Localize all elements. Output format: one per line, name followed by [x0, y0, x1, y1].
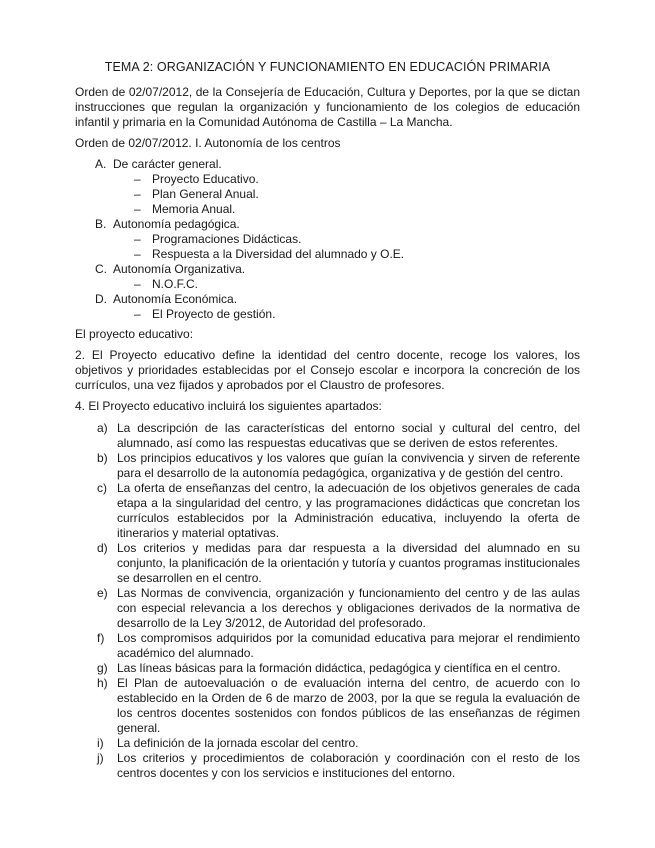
outline-item: C. Autonomía Organizativa.	[95, 262, 246, 276]
list-item: f) Los compromisos adquiridos por la comunidad educativa para mejorar el rendimiento académico del alumnado.	[97, 631, 580, 660]
list-item: b) Los principios educativos y los valores que guían la convivencia y sirven de referente para el desarrollo de la autonomía pedagógica, organizativa y de gestión del centro.	[97, 451, 580, 480]
outline-subitem: – Memoria Anual.	[134, 202, 236, 216]
list-item: c) La oferta de enseñanzas del centro, la adecuación de los objetivos generales de cada etapa a la singularidad del centro, y las programaciones didácticas que concretan los currículos establecidos por la Administración educativa, incluyendo la oferta de itinerarios y material optativas.	[97, 481, 580, 540]
outline-subitem: – Plan General Anual.	[134, 187, 259, 201]
outline-subitem: – Respuesta a la Diversidad del alumnado y O.E.	[134, 247, 405, 261]
list-item: a) La descripción de las características del entorno social y cultural del centro, del alumnado, así como las respuestas educativas que se deriven de estos referentes.	[97, 421, 580, 450]
autonomia-outline	[75, 157, 580, 322]
outline-subitem: – Programaciones Didácticas.	[134, 232, 302, 246]
list-item: i) La definición de la jornada escolar del centro.	[97, 736, 359, 750]
outline-item: A. De carácter general.	[95, 157, 222, 171]
list-item: g) Las líneas básicas para la formación didáctica, pedagógica y científica en el centro.	[97, 661, 561, 675]
outline-subitem: – El Proyecto de gestión.	[134, 307, 276, 321]
paragraph-2: 2. El Proyecto educativo define la identidad del centro docente, recoge los valores, los objetivos y prioridades establecidas por el Consejo escolar e incorpora la concreción de los currículos, una vez fijados y aprobados por el Claustro de profesores.	[75, 348, 580, 392]
outline-item: B. Autonomía pedagógica.	[95, 217, 240, 231]
outline-item: D. Autonomía Económica.	[95, 292, 238, 306]
document-page	[75, 60, 580, 781]
list-item: h) El Plan de autoevaluación o de evaluación interna del centro, de acuerdo con lo establecido en la Orden de 6 de marzo de 2003, por la que se regula la evaluación de los centros docentes sostenidos con fondos públicos de las enseñanzas de régimen general.	[97, 676, 580, 735]
outline-subitem: – N.O.F.C.	[134, 277, 199, 291]
apartados-list	[75, 421, 580, 781]
orden-heading: Orden de 02/07/2012. I. Autonomía de los centros	[75, 136, 341, 150]
list-item: e) Las Normas de convivencia, organización y funcionamiento del centro y de las aulas con especial relevancia a los derechos y obligaciones derivados de la normativa de desarrollo de la Ley 3/2012, de Autoridad del profesorado.	[97, 586, 580, 630]
proyecto-heading: El proyecto educativo:	[75, 327, 194, 341]
paragraph-4: 4. El Proyecto educativo incluirá los siguientes apartados:	[75, 399, 382, 413]
list-item: d) Los criterios y medidas para dar respuesta a la diversidad del alumnado en su conjunto, la planificación de la orientación y tutoría y cuantos programas institucionales se desarrollen en el centro.	[97, 541, 580, 585]
document-title: TEMA 2: ORGANIZACIÓN Y FUNCIONAMIENTO EN EDUCACIÓN PRIMARIA	[104, 60, 551, 74]
outline-subitem: – Proyecto Educativo.	[134, 172, 259, 186]
intro-paragraph: Orden de 02/07/2012, de la Consejería de Educación, Cultura y Deportes, por la que se dictan instrucciones que regulan la organización y funcionamiento de los colegios de educación infantil y primaria en la Comunidad Autónoma de Castilla – La Mancha.	[75, 85, 580, 129]
list-item: j) Los criterios y procedimientos de colaboración y coordinación con el resto de los centros docentes y con los servicios e instituciones del entorno.	[97, 751, 580, 780]
